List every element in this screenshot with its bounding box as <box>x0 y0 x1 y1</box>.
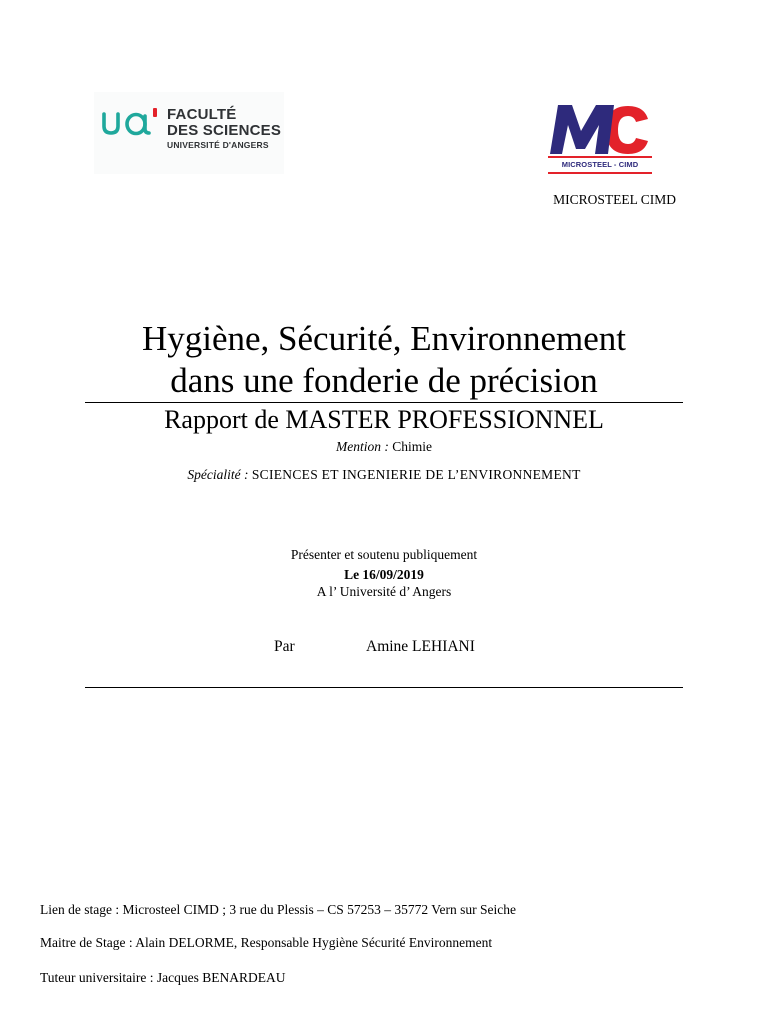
specialite-value: SCIENCES ET INGENIERIE DE L’ENVIRONNEMENT <box>251 467 581 482</box>
internship-location: Lien de stage : Microsteel CIMD ; 3 rue du Plessis – CS 57253 – 35772 Vern sur Seiche <box>40 902 516 917</box>
mention-label: Mention : <box>336 439 389 454</box>
mention-line <box>0 439 768 455</box>
specialite-label: Spécialité : <box>187 467 249 482</box>
author-divider <box>85 687 683 688</box>
academic-tutor: Tuteur universitaire : Jacques BENARDEAU <box>40 970 286 985</box>
author-name: Amine LEHIANI <box>366 638 475 655</box>
faculte-logo-line3: UNIVERSITÉ D'ANGERS <box>167 140 269 150</box>
internship-supervisor: Maitre de Stage : Alain DELORME, Responsable Hygiène Sécurité Environnement <box>40 935 493 950</box>
microsteel-logo <box>548 101 654 179</box>
report-subtitle: Rapport de MASTER PROFESSIONNEL <box>164 405 604 434</box>
author-label: Par <box>274 638 295 655</box>
specialite-line <box>0 467 768 483</box>
faculte-des-sciences-logo <box>94 92 284 174</box>
faculte-logo-text <box>167 107 281 150</box>
defense-place: A l’ Université d’ Angers <box>316 584 452 599</box>
ua-logo-mark <box>98 102 164 142</box>
mention-value: Chimie <box>392 439 432 454</box>
faculte-logo-line1: FACULTÉ <box>167 106 237 123</box>
mc-logo-mark <box>548 101 654 159</box>
faculte-logo-line2: DES SCIENCES <box>167 122 282 139</box>
title-divider <box>85 402 683 403</box>
defense-statement: Présenter et soutenu publiquement <box>290 547 478 562</box>
report-title-line2: dans une fonderie de précision <box>170 361 598 400</box>
microsteel-logo-caption: MICROSTEEL - CIMD <box>561 160 639 169</box>
company-name: MICROSTEEL CIMD <box>553 192 676 207</box>
defense-date: Le 16/09/2019 <box>344 567 424 582</box>
microsteel-logo-underline <box>548 172 652 174</box>
report-title-line1: Hygiène, Sécurité, Environnement <box>141 319 627 358</box>
